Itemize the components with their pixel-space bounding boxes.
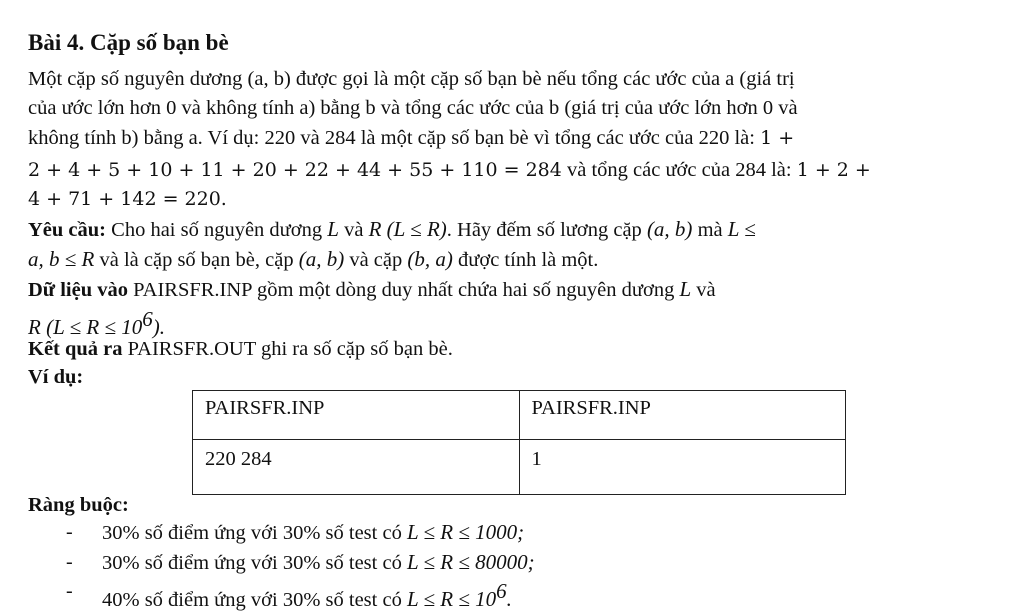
constraint-end: . (506, 587, 512, 611)
table-header-output: PAIRSFR.INP (519, 391, 846, 440)
requirement-text: và là cặp số bạn bè, cặp (94, 249, 299, 271)
example-label: Ví dụ: (28, 366, 84, 388)
description-text: và tổng các ước của 284 là: (561, 159, 797, 181)
pair-ab: (a, b) (298, 247, 345, 271)
condition-range: (L ≤ R ≤ 10 (40, 315, 143, 339)
var-L: L (327, 217, 339, 241)
math-sum-220: 2 + 4 + 5 + 10 + 11 + 20 + 22 + 44 + 55 + 110 = 284 (28, 159, 562, 181)
description-line-5: 4 + 71 + 142 = 220. (28, 188, 227, 210)
var-L: L (679, 277, 692, 301)
requirement-line-1 (28, 216, 756, 243)
pair-ba: (b, a) (407, 247, 453, 271)
constraint-item (102, 520, 524, 545)
var-R: R (28, 315, 41, 339)
math-sum-start: 1 + (760, 127, 795, 149)
requirement-text: và (338, 219, 369, 241)
description-line-4 (28, 157, 871, 183)
output-line (28, 336, 453, 362)
bullet-dash: - (66, 551, 73, 573)
condition-L-le-R: (L ≤ R) (381, 217, 447, 241)
requirement-line-2 (28, 246, 598, 273)
description-line-1: Một cặp số nguyên dương (a, b) được gọi là một cặp số bạn bè nếu tổng các ước của a (giá trị (28, 68, 795, 90)
exponent: 6 (142, 307, 153, 331)
table-header-input: PAIRSFR.INP (193, 391, 520, 440)
bullet-dash: - (66, 521, 73, 543)
condition-close: ). (152, 315, 165, 339)
table-cell-input: 220 284 (193, 440, 520, 495)
constraint-item (102, 550, 535, 575)
description-text: không tính b) bằng a. Ví dụ: 220 và 284 là một cặp số bạn bè vì tổng các ước của 220 là: (28, 127, 761, 149)
bullet-dash: - (66, 580, 73, 602)
pair-ab: (a, b) (646, 217, 693, 241)
input-label: Dữ liệu vào (28, 279, 128, 301)
condition-ab-le-R: a, b ≤ R (28, 247, 95, 271)
exponent: 6 (496, 579, 507, 603)
requirement-label: Yêu cầu: (28, 219, 107, 241)
math-sum-284-start: 1 + 2 + (796, 159, 871, 181)
example-table (192, 390, 846, 495)
constraint-item (102, 579, 512, 612)
constraints-label: Ràng buộc: (28, 494, 129, 516)
input-text: PAIRSFR.INP gồm một dòng duy nhất chứa hai số nguyên dương (128, 279, 680, 301)
requirement-text: Cho hai số nguyên dương (106, 219, 328, 241)
requirement-text: được tính là một. (452, 249, 599, 271)
description-line-2: của ước lớn hơn 0 và không tính a) bằng b và tổng các ước của b (giá trị của ước lớn hơn 0 và (28, 97, 798, 119)
requirement-text: mà (692, 219, 728, 241)
input-text: và (691, 279, 716, 301)
constraint-condition: L ≤ R ≤ 1000; (406, 520, 525, 544)
constraint-text: 30% số điểm ứng với 30% số test có (102, 522, 407, 544)
output-text: PAIRSFR.OUT ghi ra số cặp số bạn bè. (122, 338, 453, 360)
table-header-row (193, 391, 846, 440)
constraint-text: 40% số điểm ứng với 30% số test có (102, 589, 407, 611)
problem-title: Bài 4. Cặp số bạn bè (28, 30, 229, 55)
condition-L-le: L ≤ (727, 217, 756, 241)
constraint-condition: L ≤ R ≤ 80000; (406, 550, 535, 574)
output-label: Kết quả ra (28, 338, 123, 360)
constraint-condition: L ≤ R ≤ 10 (406, 587, 497, 611)
constraint-text: 30% số điểm ứng với 30% số test có (102, 552, 407, 574)
requirement-text: và cặp (344, 249, 408, 271)
requirement-text: . Hãy đếm số lương cặp (446, 219, 647, 241)
var-R: R (368, 217, 382, 241)
table-cell-output: 1 (519, 440, 846, 495)
description-line-3 (28, 125, 794, 151)
input-line-1 (28, 276, 716, 303)
table-row (193, 440, 846, 495)
